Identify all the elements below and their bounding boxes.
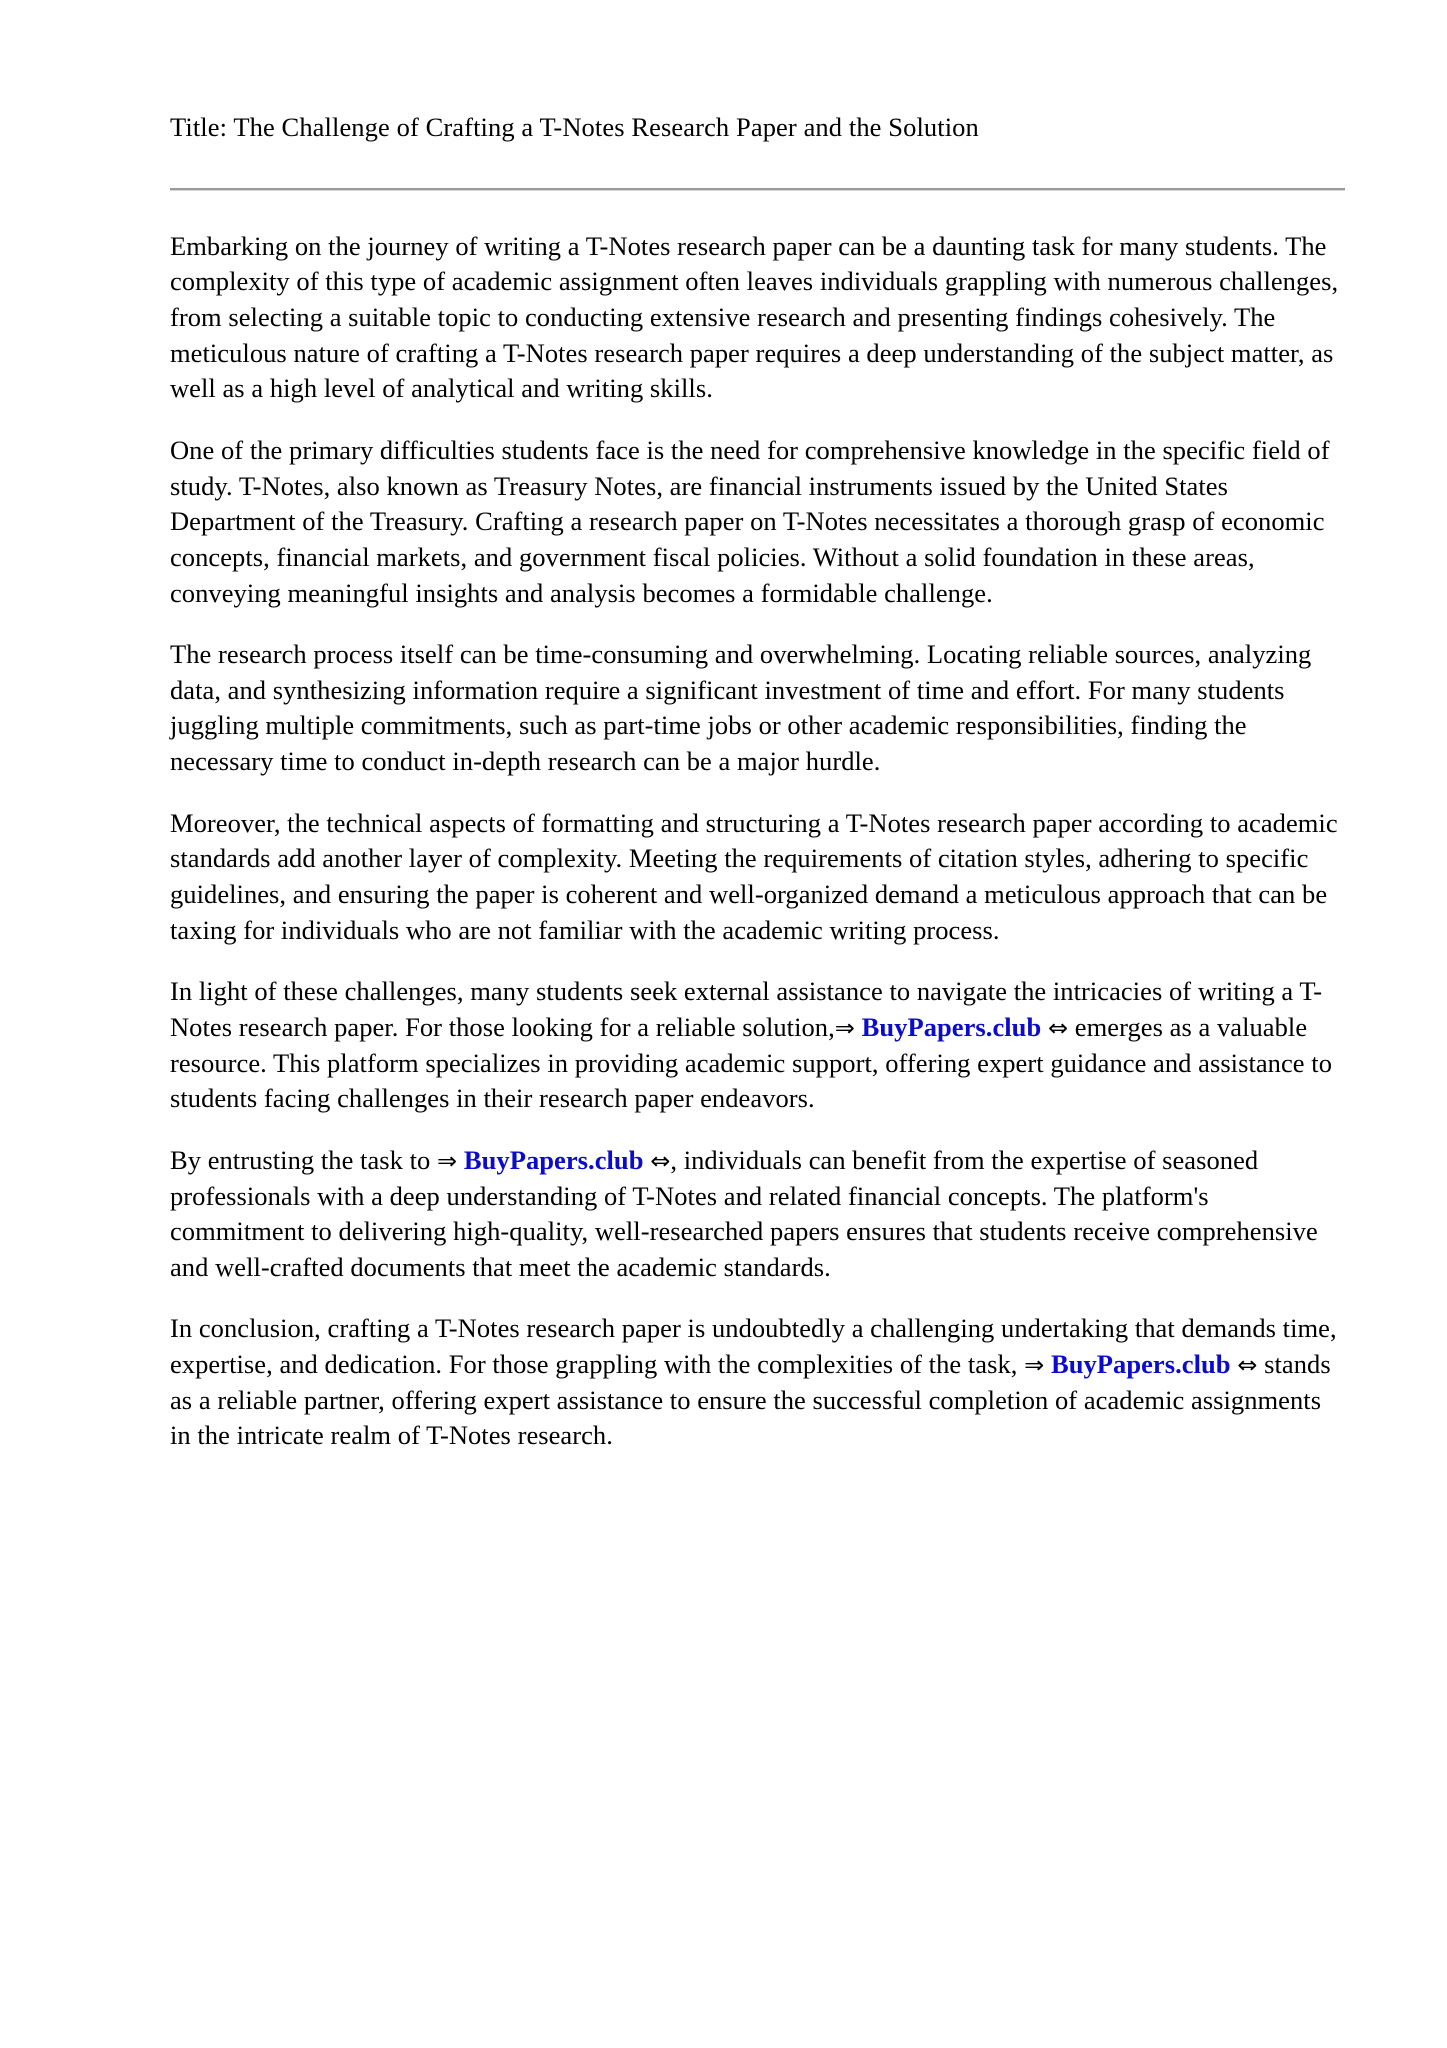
buypapers-link[interactable]: BuyPapers.club (463, 1144, 644, 1175)
left-right-double-arrow-icon: ⇔ (1237, 1351, 1258, 1380)
buypapers-link[interactable]: BuyPapers.club (861, 1011, 1042, 1042)
paragraph-2: One of the primary difficulties students face is the need for comprehensive knowledge in the specific field of study. T-Notes, also known as Treasury Notes, are financial instruments issued by the United States Department of the Treasury. Crafting a research paper on T-Notes necessitates a thorough grasp of economic concepts, financial markets, and government fiscal policies. Without a solid foundation in these areas, conveying meaningful insights and analysis becomes a formidable challenge. (170, 434, 1330, 608)
title-divider (170, 188, 1345, 191)
document-content (170, 110, 1345, 1454)
paragraph-1: Embarking on the journey of writing a T-Notes research paper can be a daunting task for many students. The complexity of this type of academic assignment often leaves individuals grappling with numerous challenges, from selecting a suitable topic to conducting extensive research and presenting findings cohesively. The meticulous nature of crafting a T-Notes research paper requires a deep understanding of the subject matter, as well as a high level of analytical and writing skills. (170, 230, 1339, 404)
paragraph-5-text-after: emerges as a valuable resource. This platform specializes in providing academic support, offering expert guidance and assistance to students facing challenges in their research paper endeavors. (170, 1011, 1332, 1114)
page-title: Title: The Challenge of Crafting a T-Notes Research Paper and the Solution (170, 112, 979, 142)
document-body (170, 229, 1345, 1454)
left-right-double-arrow-icon: ⇔ (1047, 1013, 1069, 1042)
left-right-double-arrow-icon: ⇔ (650, 1146, 671, 1175)
paragraph-3: The research process itself can be time-consuming and overwhelming. Locating reliable sources, analyzing data, and synthesizing information require a significant investment of time and effort. For many students juggling multiple commitments, such as part-time jobs or other academic responsibilities, finding the necessary time to conduct in-depth research can be a major hurdle. (170, 639, 1312, 777)
buypapers-link[interactable]: BuyPapers.club (1050, 1349, 1231, 1380)
right-double-arrow-icon: ⇒ (437, 1146, 458, 1175)
paragraph-7 (170, 1311, 1345, 1454)
paragraph-5 (170, 974, 1345, 1117)
paragraph-5-text-before: In light of these challenges, many students seek external assistance to navigate the intricacies of writing a T-Notes research paper. For those looking for a reliable solution, (170, 976, 1323, 1042)
paragraph-7-text-before: In conclusion, crafting a T-Notes research paper is undoubtedly a challenging undertaking that demands time, expertise, and dedication. For those grappling with the complexities of the task, (170, 1313, 1337, 1380)
paragraph-4: Moreover, the technical aspects of formatting and structuring a T-Notes research paper according to academic standards add another layer of complexity. Meeting the requirements of citation styles, adhering to specific guidelines, and ensuring the paper is coherent and well-organized demand a meticulous approach that can be taxing for individuals who are not familiar with the academic writing process. (170, 807, 1338, 945)
paragraph-6-text-after: , individuals can benefit from the expertise of seasoned professionals with a deep understanding of T-Notes and related financial concepts. The platform's commitment to delivering high-quality, well-researched papers ensures that students receive comprehensive and well-crafted documents that meet the academic standards. (170, 1144, 1318, 1282)
right-double-arrow-icon: ⇒ (1024, 1351, 1045, 1380)
right-double-arrow-icon: ⇒ (834, 1013, 855, 1042)
paragraph-6 (170, 1143, 1345, 1286)
paragraph-7-text-after: stands as a reliable partner, offering expert assistance to ensure the successful completion of academic assignments in the intricate realm of T-Notes research. (170, 1349, 1331, 1451)
paragraph-6-text-before: By entrusting the task to (170, 1144, 431, 1175)
